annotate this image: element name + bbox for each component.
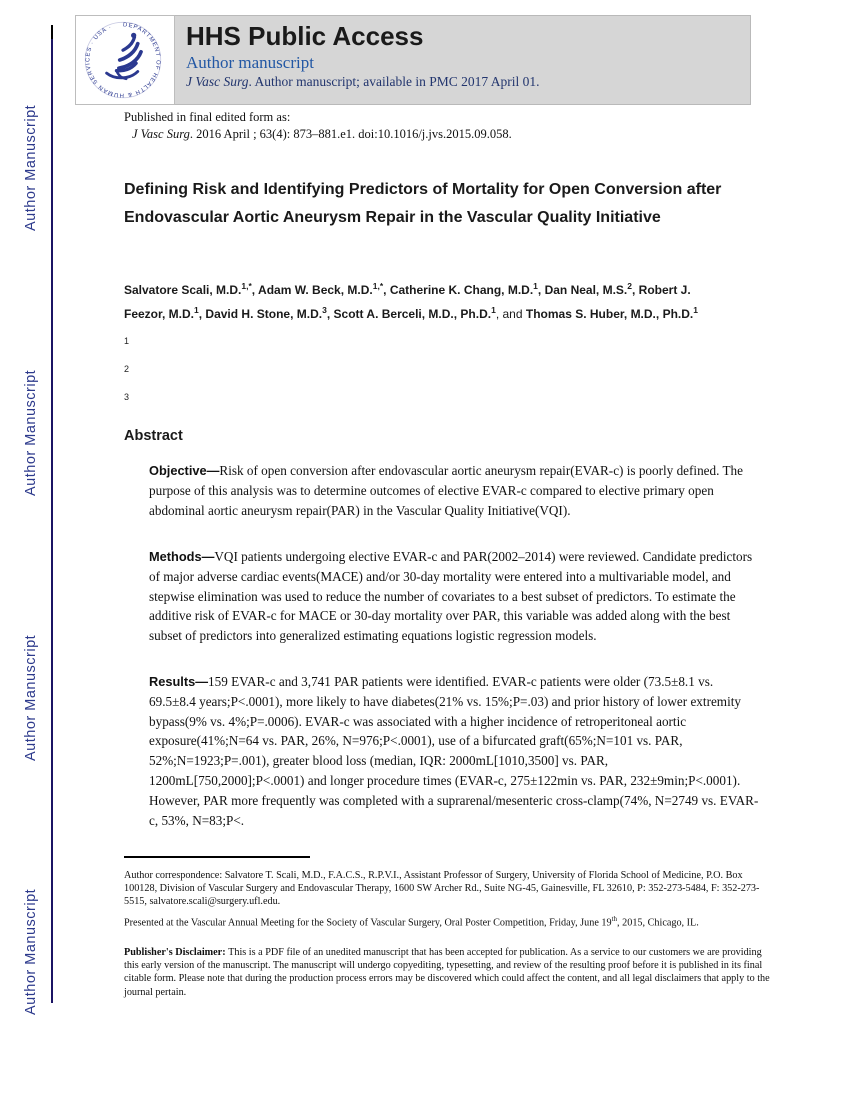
presented-ordinal-sup: th <box>611 915 618 923</box>
affiliation-marker-1: 1 <box>124 336 130 346</box>
author-name: Scott A. Berceli, M.D., Ph.D.$^1$ <box>333 305 496 321</box>
disclaimer-label: Publisher's Disclaimer: <box>124 947 229 958</box>
author-affiliation-sup: 1 <box>491 305 496 315</box>
hhs-seal-text: DEPARTMENT OF HEALTH & HUMAN SERVICES · USA · <box>85 22 161 98</box>
author-name: Adam W. Beck, M.D.$^{1,*}$ <box>258 281 384 297</box>
author-separator: , <box>537 283 545 297</box>
author-affiliation-sup: 1 <box>194 305 199 315</box>
author-affiliation-sup: 1,* <box>241 281 252 291</box>
correspondence-footnote: Author correspondence: Salvatore T. Scali, M.D., F.A.C.S., R.P.V.I., Assistant Professor of Surgery, University of Florida School of Medicine, P.O. Box 100128, Division of Vascular Surgery and Endovascular Therapy, 1600 SW Archer Rd., Suite NG-45, Gainesville, FL 32610, P: 352-273-5484, F: 352-273-5515, salvatore.scali@surgery.ufl.edu. <box>124 870 760 908</box>
article-title: Defining Risk and Identifying Predictors of Mortality for Open Conversion after Endovascular Aortic Aneurysm Repair in the Vascular Quality Initiative <box>124 181 722 226</box>
presented-text-end: , 2015, Chicago, IL. <box>617 917 699 929</box>
citation-rest: . Author manuscript; available in PMC 2017 April 01. <box>248 74 540 89</box>
disclaimer-text: This is a PDF file of an unedited manuscript that has been accepted for publication. As a service to our customers we are providing this early version of the manuscript. The manuscript will undergo copyediting, typesetting, and review of the resulting proof before it is published in its final citable form. Please note that during the production process errors may be discovered which could affect the content, and all legal disclaimers that apply to the journal pertain. <box>124 947 770 998</box>
affiliation-marker-3: 3 <box>124 392 130 402</box>
author-name: Thomas S. Huber, M.D., Ph.D.$^1$ <box>525 305 698 321</box>
author-name: Robert J. Feezor, M.D.$^1$ <box>124 283 691 321</box>
published-as-rest: . 2016 April ; 63(4): 873–881.e1. doi:10.1016/j.jvs.2015.09.058. <box>189 127 512 141</box>
author-name: Catherine K. Chang, M.D.$^1$ <box>389 281 538 297</box>
author-list <box>124 276 732 324</box>
author-separator: , <box>198 307 206 321</box>
published-as-citation <box>124 126 512 143</box>
affiliation-marker-2: 2 <box>124 364 130 374</box>
presented-footnote <box>124 913 772 930</box>
publisher-disclaimer-footnote <box>124 946 772 999</box>
author-affiliation-sup: 2 <box>627 281 632 291</box>
author-manuscript-watermark: Author Manuscript <box>23 634 39 762</box>
author-separator: , <box>251 283 259 297</box>
author-separator: , and <box>495 307 526 321</box>
hhs-subtitle: Author manuscript <box>186 53 314 72</box>
hhs-citation <box>186 73 539 90</box>
hhs-header-text <box>174 16 539 104</box>
author-affiliation-sup: 1,* <box>372 281 384 291</box>
published-as-journal: J Vasc Surg <box>132 127 190 141</box>
results-text: 159 EVAR-c and 3,741 PAR patients were identified. EVAR-c patients were older (73.5±8.1 vs. 69.5±8.4 years;P<.0001), more likely to have diabetes(21% vs. 15%;P=.03) and prior history of lower extremity bypass(9% vs. 4%;P=.0006). EVAR-c was associated with a higher incidence of retroperitoneal aortic exposure(41%;N=64 vs. PAR, 26%, N=976;P<.0001), use of a bifurcated graft(65%;N=101 vs. PAR, 52%;N=1923;P=.001), greater blood loss (median, IQR: 2000mL[1010,3500] vs. PAR, 1200mL[750,2000];P<.0001) and longer procedure times (EVAR-c, 275±122min vs. PAR, 232±9min;P<.0001). However, PAR more frequently was completed with a suprarenal/mesenteric cross-clamp(74%, N=2749 vs. EVAR-c, 53%, N=83;P<. <box>149 674 759 828</box>
abstract-results <box>149 672 763 830</box>
author-affiliation-sup: 1 <box>693 305 698 315</box>
hhs-header-band <box>75 15 751 105</box>
author-manuscript-watermark: Author Manuscript <box>23 369 39 497</box>
author-separator: , <box>326 307 334 321</box>
presented-text: Presented at the Vascular Annual Meeting for the Society of Vascular Surgery, Oral Poster Competition, Friday, June 19 <box>124 917 612 929</box>
author-manuscript-watermark: Author Manuscript <box>23 104 39 232</box>
objective-text: Risk of open conversion after endovascular aortic aneurysm repair(EVAR-c) is poorly defined. The purpose of this analysis was to determine outcomes of elective EVAR-c compared to elective primary open abdominal aortic aneurysm repair(PAR) in the Vascular Quality Initiative(VQI). <box>149 463 743 518</box>
margin-rule <box>51 25 53 1003</box>
objective-label: Objective— <box>149 463 220 478</box>
author-separator: , <box>383 283 390 297</box>
hhs-eagle-icon <box>107 33 141 79</box>
abstract-heading: Abstract <box>124 428 183 444</box>
published-as-block <box>124 109 512 143</box>
results-label: Results— <box>149 674 209 689</box>
author-name: Salvatore Scali, M.D.$^{1,*}$ <box>124 281 252 297</box>
methods-label: Methods— <box>149 549 215 564</box>
abstract-methods <box>149 547 763 646</box>
author-affiliation-sup: 1 <box>533 281 538 291</box>
author-manuscript-watermark: Author Manuscript <box>23 888 39 1016</box>
hhs-logo <box>76 16 174 104</box>
footnote-divider <box>124 856 310 858</box>
author-affiliation-sup: 3 <box>322 305 327 315</box>
author-separator: , <box>631 283 639 297</box>
published-as-label: Published in final edited form as: <box>124 110 291 124</box>
citation-journal: J Vasc Surg <box>186 74 249 89</box>
methods-text: VQI patients undergoing elective EVAR-c and PAR(2002–2014) were reviewed. Candidate predictors of major adverse cardiac events(MACE) and/or 30-day mortality were entered into a multivariable model, and stepwise elimination was used to reduce the number of covariates to a best subset of predictors. To estimate the additive risk of EVAR-c for MACE or 30-day mortality over PAR, this variable was added along with the best subset of predictors into generalized estimating equations logistic regression models. <box>149 549 753 644</box>
hhs-seal-icon <box>82 19 164 101</box>
author-name: Dan Neal, M.S.$^2$ <box>544 281 632 297</box>
abstract-objective <box>149 461 763 520</box>
author-name: David H. Stone, M.D.$^3$ <box>205 305 327 321</box>
hhs-brand-title: HHS Public Access <box>186 21 424 51</box>
